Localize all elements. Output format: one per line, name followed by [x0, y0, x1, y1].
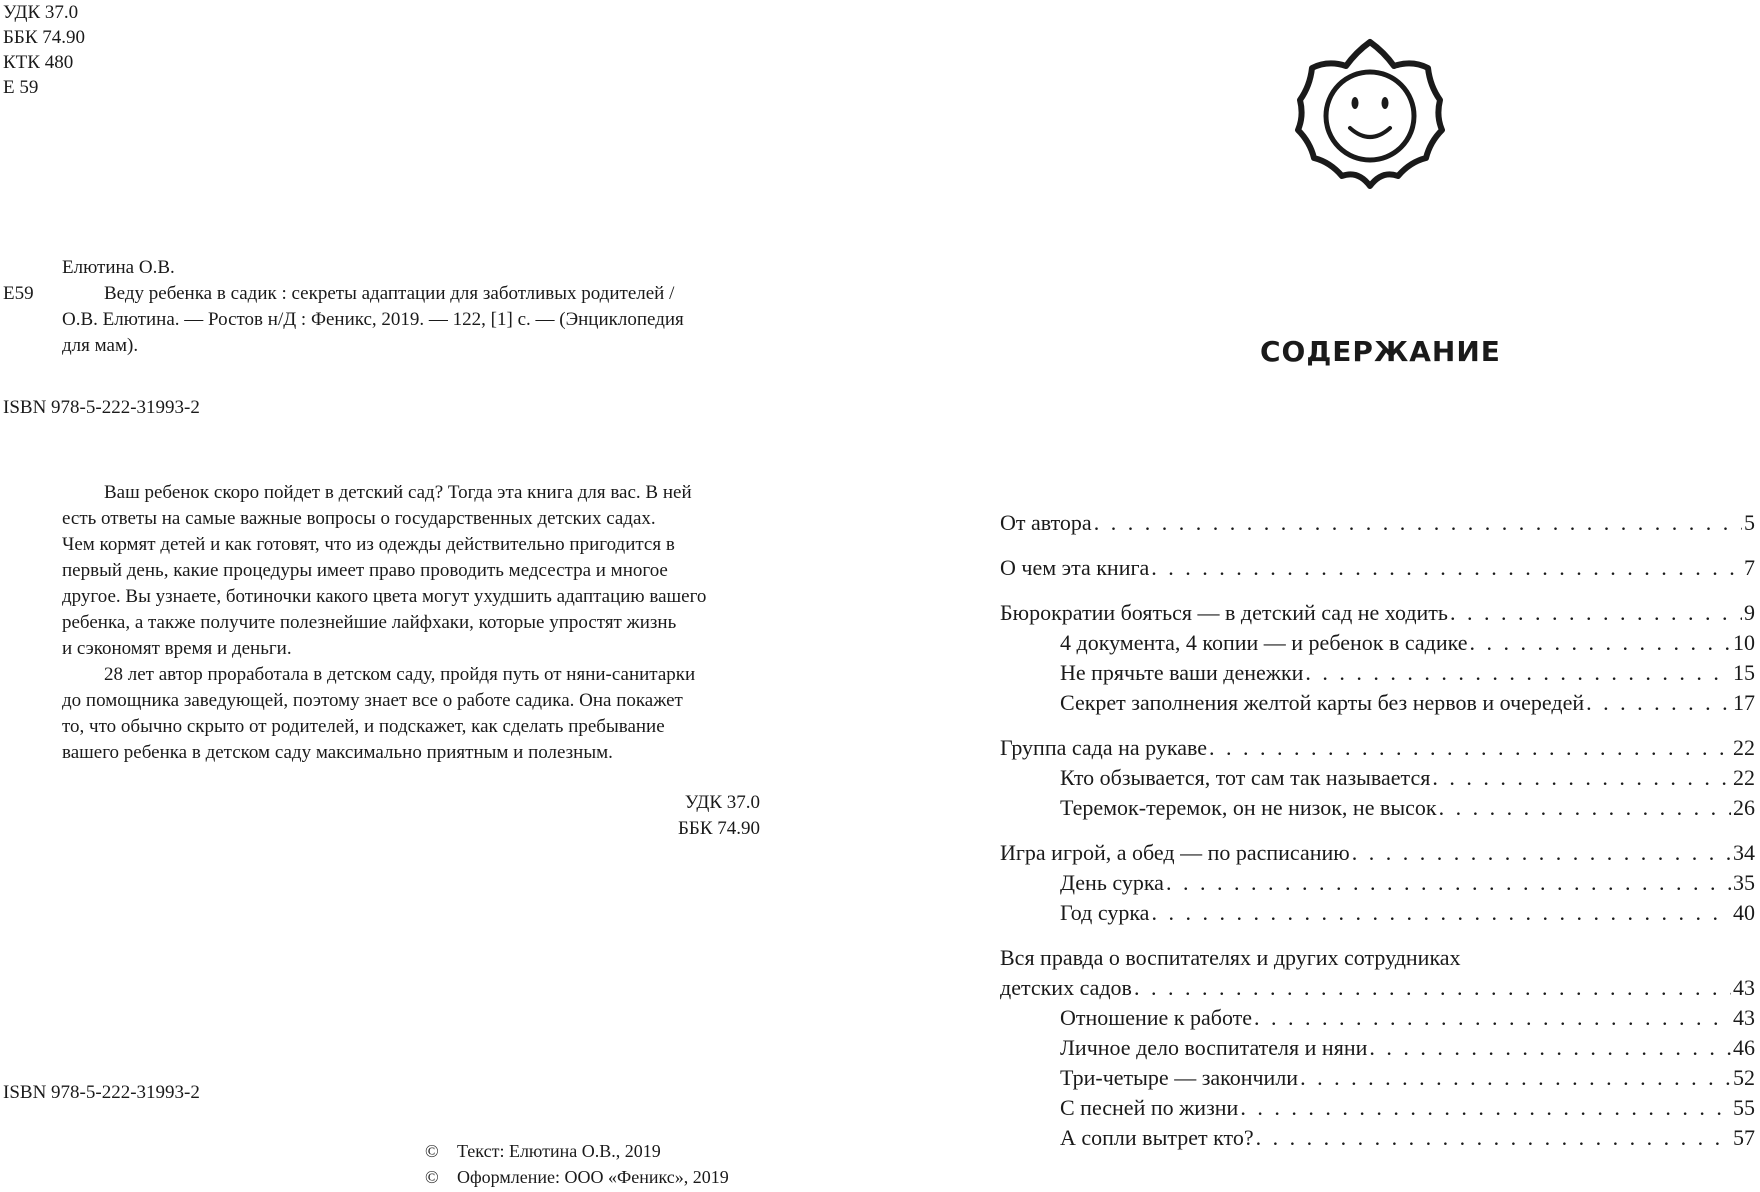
toc-subentry [1000, 763, 1755, 793]
copyright-line [425, 1164, 729, 1190]
toc-title: СОДЕРЖАНИЕ [1260, 335, 1501, 368]
toc-page-number: 40 [1733, 900, 1755, 925]
toc-page-number: 17 [1733, 690, 1755, 715]
toc-subentry [1000, 898, 1755, 928]
toc-entry [1000, 838, 1755, 868]
toc-entry-title: О чем эта книга [1000, 555, 1150, 580]
toc-leader [1450, 598, 1742, 628]
toc-leader [1134, 973, 1731, 1003]
toc-entry-title: Три-четыре — закончили [1060, 1065, 1299, 1090]
toc-leader [1240, 1093, 1731, 1123]
toc-gap [1000, 718, 1755, 733]
copyright-text: Текст: Елютина О.В., 2019 [457, 1141, 661, 1161]
isbn-top: ISBN 978-5-222-31993-2 [3, 397, 200, 418]
annotation-line: то, что обычно скрыто от родителей, и подскажет, как сделать пребывание [62, 716, 665, 737]
biblio-line: для мам). [62, 335, 139, 356]
toc-entry-title: Игра игрой, а обед — по расписанию [1000, 840, 1350, 865]
toc-leader [1300, 1063, 1731, 1093]
annotation-line: Чем кормят детей и как готовят, что из одежды действительно пригодится в [62, 534, 675, 555]
toc-subentry [1000, 1033, 1755, 1063]
toc-leader [1432, 763, 1731, 793]
toc-page-number: 22 [1733, 765, 1755, 790]
toc-leader [1151, 553, 1742, 583]
classification-codes [3, 0, 85, 100]
toc-page-number: 15 [1733, 660, 1755, 685]
toc-leader [1254, 1003, 1731, 1033]
toc-entry-title: Группа сада на рукаве [1000, 735, 1208, 760]
index-code: Е59 [3, 283, 34, 304]
toc-entry [1000, 733, 1755, 763]
toc-entry-title: От автора [1000, 510, 1092, 535]
toc-leader [1586, 688, 1731, 718]
toc-entry-title: Теремок-теремок, он не низок, не высок [1060, 795, 1437, 820]
annotation-line: Ваш ребенок скоро пойдет в детский сад? Тогда эта книга для вас. В ней [104, 482, 692, 503]
toc-gap [1000, 823, 1755, 838]
toc-page-number: 26 [1733, 795, 1755, 820]
author-name: Елютина О.В. [62, 257, 175, 278]
toc-entry-title: детских садов [1000, 975, 1132, 1000]
toc-page-number: 43 [1733, 975, 1755, 1000]
toc-entry [1000, 508, 1755, 538]
toc-page-number: 55 [1733, 1095, 1755, 1120]
bibliographic-record [62, 281, 762, 359]
toc-gap [1000, 538, 1755, 553]
toc-subentry [1000, 868, 1755, 898]
toc-page-number: 9 [1744, 600, 1755, 625]
toc-page-number: 22 [1733, 735, 1755, 760]
annotation-line: ребенка, а также получите полезнейшие лайфхаки, которые упростят жизнь [62, 612, 677, 633]
toc-page-number: 43 [1733, 1005, 1755, 1030]
bbk-code: ББК 74.90 [678, 818, 760, 839]
toc-entry-title: Не прячьте ваши денежки [1060, 660, 1304, 685]
toc-entry-title: Бюрократии бояться — в детский сад не ходить [1000, 600, 1448, 625]
toc-leader [1439, 793, 1731, 823]
toc-entry-title: 4 документа, 4 копии — и ребенок в садике [1060, 630, 1468, 655]
table-of-contents [1000, 508, 1755, 1153]
toc-entry-title: Секрет заполнения желтой карты без нервов и очередей [1060, 690, 1585, 715]
toc-leader [1256, 1123, 1731, 1153]
toc-page-number: 34 [1733, 840, 1755, 865]
code-ktk: КТК 480 [3, 52, 74, 73]
copyright-line [425, 1138, 729, 1164]
annotation [62, 480, 762, 766]
toc-page-number: 46 [1733, 1035, 1755, 1060]
toc-entry-title: А сопли вытрет кто? [1060, 1125, 1254, 1150]
toc-subentry [1000, 688, 1755, 718]
toc-entry-title: Год сурка [1060, 900, 1150, 925]
biblio-line: О.В. Елютина. — Ростов н/Д : Феникс, 2019. — 122, [1] с. — (Энциклопедия [62, 309, 684, 330]
toc-gap [1000, 583, 1755, 598]
toc-page-number: 10 [1733, 630, 1755, 655]
toc-page-number: 57 [1733, 1125, 1755, 1150]
toc-entry-title: Личное дело воспитателя и няни [1060, 1035, 1368, 1060]
toc-subentry [1000, 1003, 1755, 1033]
code-udk: УДК 37.0 [3, 2, 79, 23]
copyright-symbol: © [425, 1141, 439, 1161]
annotation-line: первый день, какие процедуры имеет право проводить медсестра и многое [62, 560, 668, 581]
toc-page-number: 7 [1744, 555, 1755, 580]
copyright-text: Оформление: ООО «Феникс», 2019 [457, 1167, 729, 1187]
toc-gap [1000, 928, 1755, 943]
toc-leader [1369, 1033, 1731, 1063]
toc-leader [1166, 868, 1731, 898]
udk-code: УДК 37.0 [684, 792, 760, 813]
code-bbk: ББК 74.90 [3, 27, 85, 48]
annotation-line: до помощника заведующей, поэтому знает все о работе садика. Она покажет [62, 690, 683, 711]
toc-page-number: 5 [1744, 510, 1755, 535]
copyright-symbol: © [425, 1167, 439, 1187]
smiling-sun-icon [1280, 30, 1460, 200]
toc-entry-title: День сурка [1060, 870, 1164, 895]
annotation-line: 28 лет автор проработала в детском саду, пройдя путь от няни-санитарки [104, 664, 696, 685]
toc-entry [1000, 553, 1755, 583]
toc-page-number: 52 [1733, 1065, 1755, 1090]
toc-subentry [1000, 793, 1755, 823]
annotation-line: и сэкономят время и деньги. [62, 638, 292, 659]
toc-leader [1209, 733, 1731, 763]
annotation-line: есть ответы на самые важные вопросы о государственных детских садах. [62, 508, 656, 529]
toc-entry [1000, 973, 1755, 1003]
toc-subentry [1000, 1063, 1755, 1093]
toc-entry-title: Кто обзывается, тот сам так называется [1060, 765, 1431, 790]
annotation-line: другое. Вы узнаете, ботиночки какого цвета могут ухудшить адаптацию вашего [62, 586, 707, 607]
toc-leader [1352, 838, 1731, 868]
isbn-bottom: ISBN 978-5-222-31993-2 [3, 1082, 200, 1103]
toc-entry-title: С песней по жизни [1060, 1095, 1239, 1120]
toc-entry-title-line1: Вся правда о воспитателях и других сотрудниках [1000, 945, 1461, 970]
toc-entry-title: Отношение к работе [1060, 1005, 1253, 1030]
biblio-line: Веду ребенка в садик : секреты адаптации для заботливых родителей / [104, 283, 675, 304]
toc-leader [1470, 628, 1731, 658]
annotation-line: вашего ребенка в детском саду максимально приятным и полезным. [62, 742, 613, 763]
toc-subentry [1000, 1123, 1755, 1153]
toc-entry [1000, 598, 1755, 628]
toc-leader [1305, 658, 1731, 688]
toc-subentry [1000, 1093, 1755, 1123]
udk-bbk-block [600, 790, 760, 842]
toc-page-number: 35 [1733, 870, 1755, 895]
copyright-block [425, 1138, 729, 1190]
toc-leader [1094, 508, 1742, 538]
toc-subentry [1000, 628, 1755, 658]
code-author-sign: Е 59 [3, 77, 39, 98]
toc-leader [1151, 898, 1731, 928]
toc-subentry [1000, 658, 1755, 688]
